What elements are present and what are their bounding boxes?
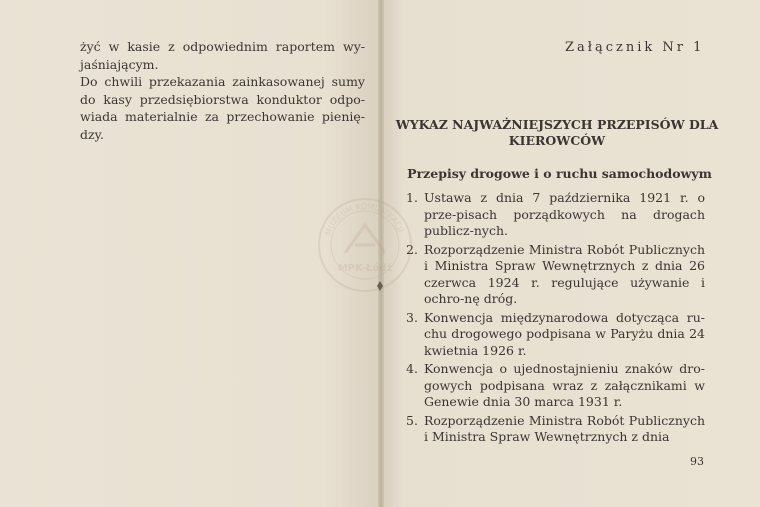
left-page-text [80,38,365,143]
section-subheading: Przepisy drogowe i o ruchu samochodowym [407,166,712,181]
list-item-number: 1. [406,190,418,205]
stamp-text-top-path: MUZEUM KOMUNIKACJI [323,201,406,237]
page-number: 93 [690,455,704,468]
stamp-emblem [345,225,385,253]
list-item-text: Konwencja o ujednostajnieniu znaków dro-gowych podpisana wraz z załącznikami w Genewie dnia 30 marca 1931 r. [424,361,705,409]
list-item-text: Rozporządzenie Ministra Robót Publicznych i Ministra Spraw Wewnętrznych z dnia 26 czerwca 1924 r. regulujące używanie i ochro-nę dróg. [424,241,705,306]
list-item [400,310,705,360]
page-heading: WYKAZ NAJWAŻNIEJSZYCH PRZEPISÓW DLA KIEROWCÓW [395,117,719,148]
museum-stamp-watermark [315,195,415,295]
stamp-text-bottom: MPK-Łódź [337,263,393,274]
regulations-list [400,190,705,448]
list-item-text: Ustawa z dnia 7 października 1921 r. o prze-pisach porządkowych na drogach publicz-nych. [424,190,705,238]
list-item-number: 4. [406,361,418,376]
list-item-number: 5. [406,412,418,428]
left-paragraph-1: żyć w kasie z odpowiednim raportem wy-jaśniającym. [80,39,365,72]
list-item [400,413,705,446]
list-item-number: 3. [406,309,418,325]
list-item [400,242,705,308]
annex-label: Załącznik Nr 1 [565,40,705,55]
stamp-text-top [323,202,405,237]
list-item [400,190,705,240]
list-item-text: Konwencja międzynarodowa dotycząca ru-chu drogowego podpisana w Paryżu dnia 24 kwietnia 1926 r. [424,309,705,358]
list-item [400,361,705,411]
binding-staple [375,281,385,291]
list-item-text: Rozporządzenie Ministra Robót Publicznych i Ministra Spraw Wewnętrznych z dnia [424,412,705,444]
left-paragraph-2: Do chwili przekazania zainkasowanej sumy do kasy przedsiębiorstwa konduktor odpo-wiada materialnie za przechowanie pienię-dzy. [80,74,365,142]
list-item-number: 2. [406,241,418,257]
